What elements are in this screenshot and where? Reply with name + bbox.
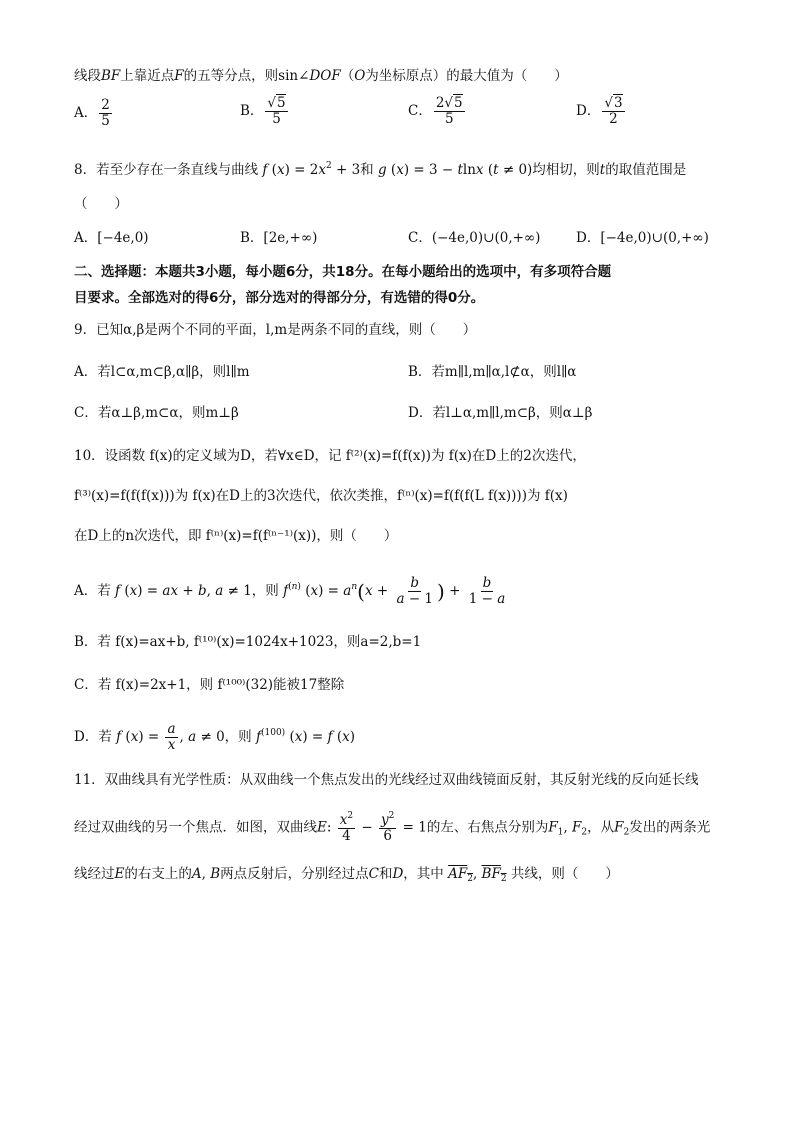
- section2-heading-line1: 二、选择题：本题共3小题，每小题6分，共18分。在每小题给出的选项中，有多项符合题: [74, 264, 612, 280]
- q9-option-d[interactable]: D．若l⊥α,m∥l,m⊂β，则α⊥β: [408, 405, 593, 421]
- q10-option-b[interactable]: B．若 f(x)=ax+b, f⁽¹⁰⁾(x)=1024x+1023，则a=2,b=1: [74, 634, 422, 650]
- q8-stem-line1: 8．若至少存在一条直线与曲线 f $(x) = 2x^2 + 3$和 g (x) = 3 − tlnx (t ≠ 0)均相切，则t的取值范围是: [74, 161, 687, 178]
- q11-stem-line3: 线经过E的右支上的A, B两点反射后，分别经过点C和D，其中 $AF_2$, $BF_2$ 共线，则（ ）: [74, 866, 619, 884]
- q8-option-b[interactable]: B．[2e,+∞): [240, 230, 318, 246]
- q8-option-a[interactable]: A．[−4e,0): [74, 230, 149, 246]
- q7-option-c[interactable]: C． $\frac{2√5}{5}$: [408, 95, 463, 127]
- q9-stem: 9．已知α,β是两个不同的平面，l,m是两条不同的直线，则（ ）: [74, 322, 477, 338]
- q10-option-d[interactable]: D．若 f (x) = $\frac{a}{x}$ , a ≠ 0，则 $f^{(100)}$ (x) = f (x): [74, 721, 356, 753]
- q8-option-c[interactable]: C．(−4e,0)∪(0,+∞): [408, 230, 541, 246]
- q10-stem-line1: 10．设函数 f(x)的定义域为D，若∀x∈D，记 f⁽²⁾(x)=f(f(x))为 f(x)在D上的2次迭代，: [74, 448, 586, 464]
- q8-stem-line2: （ ）: [74, 196, 128, 212]
- q10-option-c[interactable]: C．若 f(x)=2x+1，则 f⁽¹⁰⁰⁾(32)能被17整除: [74, 677, 345, 693]
- q8-option-d[interactable]: D．[−4e,0)∪(0,+∞): [576, 230, 709, 246]
- q7-option-a[interactable]: A． $\frac{2}{5}$: [74, 97, 110, 129]
- q7-option-d[interactable]: D． $\frac{√3}{2}$: [576, 95, 623, 127]
- q11-stem-line2: 经过双曲线的另一个焦点．如图，双曲线E: $\frac{x^2}{4}$ − $\frac{y^2}{6}$ = 1的左、右焦点分别为$F_1$, $F_2$，从$F_2$发出的两条光: [74, 811, 711, 844]
- q9-option-b[interactable]: B．若m∥l,m∥α,l⊄α，则l∥α: [408, 364, 577, 380]
- q10-stem-line2: f⁽³⁾(x)=f(f(f(x)))为 f(x)在D上的3次迭代，依次类推，f⁽ⁿ⁾(x)=f(f(f(L f(x))))为 f(x): [74, 488, 568, 504]
- q7-option-b[interactable]: B． $\frac{√5}{5}$: [240, 95, 286, 127]
- q10-option-a[interactable]: A．若 f (x) = ax + b, a ≠ 1，则 $f^{(n)}$ $(x) = a^n(x$ + $\frac{b}{a - 1}$ ) + $\frac{b}{1 - a}$: [74, 575, 506, 607]
- q9-option-a[interactable]: A．若l⊂α,m⊂β,α∥β，则l∥m: [74, 364, 250, 380]
- q10-stem-line3: 在D上的n次迭代，即 f⁽ⁿ⁾(x)=f(f⁽ⁿ⁻¹⁾(x))，则（ ）: [74, 528, 398, 544]
- q9-option-c[interactable]: C．若α⊥β,m⊂α，则m⊥β: [74, 405, 239, 421]
- q11-stem-line1: 11．双曲线具有光学性质：从双曲线一个焦点发出的光线经过双曲线镜面反射，其反射光线的反向延长线: [74, 772, 699, 788]
- section2-heading-line2: 目要求。全部选对的得6分，部分选对的得部分分，有选错的得0分。: [74, 290, 485, 306]
- q7-stem-tail: 线段BF上靠近点F的五等分点，则sin∠DOF（O为坐标原点）的最大值为（ ）: [74, 68, 568, 84]
